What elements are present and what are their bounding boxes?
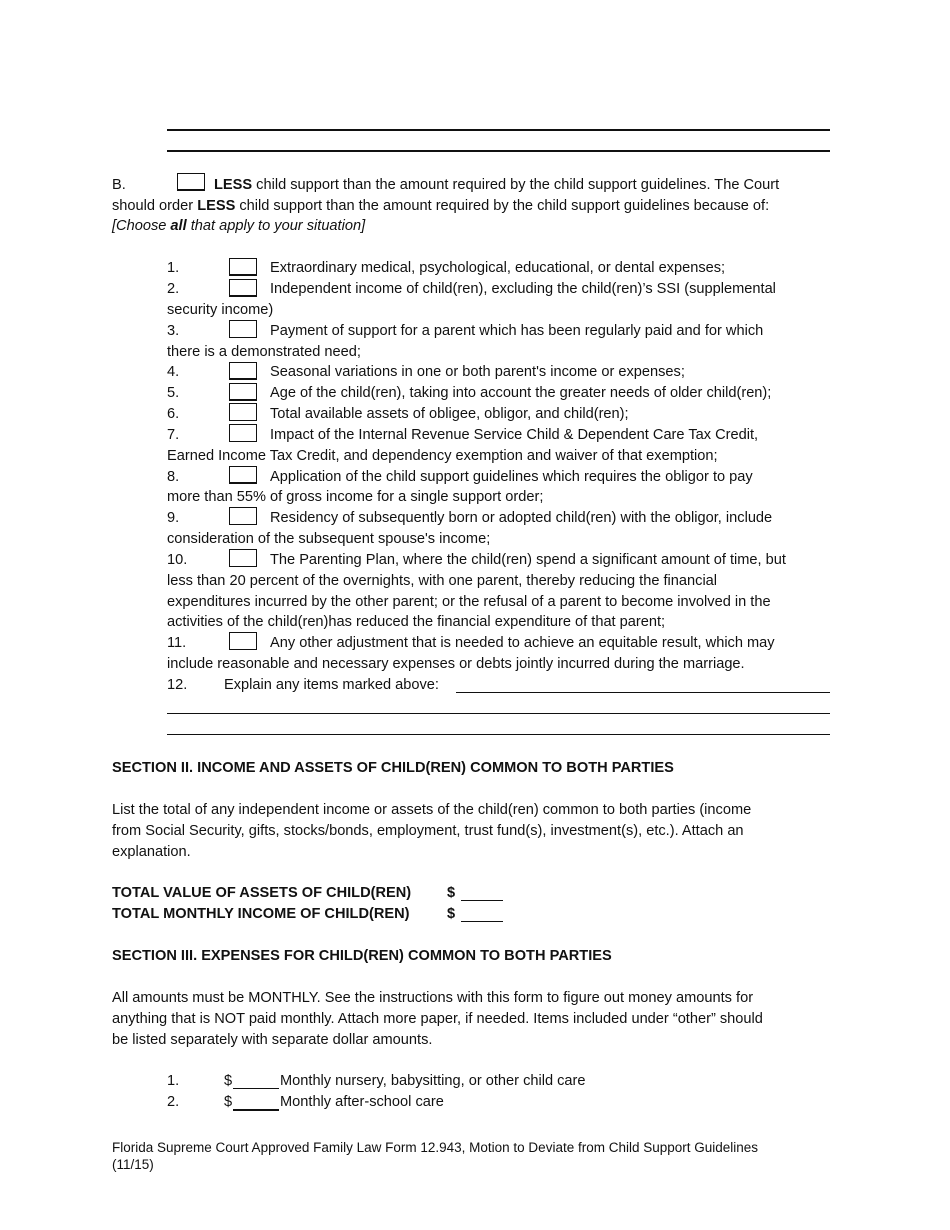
- item-checkbox[interactable]: [229, 383, 257, 401]
- item-text: Residency of subsequently born or adopted child(ren) with the obligor, include: [270, 510, 773, 526]
- item-checkbox[interactable]: [229, 507, 257, 525]
- explain-label: Explain any items marked above:: [224, 677, 439, 693]
- item-text-cont: there is a demonstrated need;: [167, 344, 361, 360]
- assets-label: TOTAL VALUE OF ASSETS OF CHILD(REN): [112, 885, 412, 901]
- item-text: Age of the child(ren), taking into account the greater needs of older child(ren);: [270, 385, 772, 401]
- item-number: 5.: [167, 385, 180, 401]
- item-text: Independent income of child(ren), excluding the child(ren)’s SSI (supplemental: [270, 281, 776, 297]
- item-checkbox[interactable]: [229, 466, 257, 484]
- item-text-cont: activities of the child(ren)has reduced the financial expenditure of that parent;: [167, 614, 666, 630]
- section-b-title-line1: [214, 175, 779, 195]
- footer-form-title: Florida Supreme Court Approved Family Law Form 12.943, Motion to Deviate from Child Support Guidelines: [112, 1140, 759, 1155]
- expense-number: 1.: [167, 1073, 180, 1089]
- section-b-letter: B.: [112, 177, 126, 193]
- answer-line[interactable]: [167, 150, 830, 152]
- section-2-paragraph: List the total of any independent income or assets of the child(ren) common to both parties (income: [112, 802, 752, 818]
- item-text: Payment of support for a parent which has been regularly paid and for which: [270, 323, 764, 339]
- item-checkbox[interactable]: [229, 424, 257, 442]
- item-text: Total available assets of obligee, obligor, and child(ren);: [270, 406, 629, 422]
- assets-input[interactable]: [461, 900, 503, 901]
- expense-label: Monthly after-school care: [280, 1094, 444, 1110]
- less-emphasis: LESS: [214, 177, 253, 193]
- currency-symbol: $: [447, 906, 456, 922]
- item-checkbox[interactable]: [229, 258, 257, 276]
- section-2-heading: SECTION II. INCOME AND ASSETS OF CHILD(REN) COMMON TO BOTH PARTIES: [112, 760, 674, 776]
- section-b-checkbox[interactable]: [177, 173, 205, 191]
- footer-form-date: (11/15): [112, 1157, 154, 1172]
- choose-instruction: [112, 216, 365, 236]
- explain-line[interactable]: [167, 734, 830, 735]
- item-text: Impact of the Internal Revenue Service Child & Dependent Care Tax Credit,: [270, 427, 759, 443]
- item-number: 11.: [167, 635, 187, 651]
- item-number: 12.: [167, 677, 188, 693]
- item-number: 8.: [167, 469, 180, 485]
- less-emphasis: LESS: [197, 198, 236, 214]
- expense-amount-input[interactable]: [233, 1109, 279, 1111]
- expense-amount-input[interactable]: [233, 1088, 279, 1089]
- section-2-paragraph: explanation.: [112, 844, 191, 860]
- answer-line[interactable]: [167, 129, 830, 131]
- item-number: 7.: [167, 427, 180, 443]
- item-text: Any other adjustment that is needed to achieve an equitable result, which may: [270, 635, 775, 651]
- item-text-cont: security income): [167, 302, 274, 318]
- explain-line[interactable]: [167, 713, 830, 714]
- item-number: 4.: [167, 364, 180, 380]
- item-text-cont: consideration of the subsequent spouse's income;: [167, 531, 491, 547]
- item-text: Application of the child support guidelines which requires the obligor to pay: [270, 469, 753, 485]
- item-text: Seasonal variations in one or both parent's income or expenses;: [270, 364, 685, 380]
- item-text-cont: less than 20 percent of the overnights, with one parent, thereby reducing the financial: [167, 573, 718, 589]
- explain-line[interactable]: [456, 692, 830, 693]
- item-number: 10.: [167, 552, 188, 568]
- item-text: The Parenting Plan, where the child(ren) spend a significant amount of time, but: [270, 552, 786, 568]
- income-label: TOTAL MONTHLY INCOME OF CHILD(REN): [112, 906, 410, 922]
- section-b-text: child support than the amount required by the child support guidelines because of:: [235, 198, 770, 214]
- section-b-text: child support than the amount required by the child support guidelines. The Court: [252, 177, 780, 193]
- choose-all: all: [170, 218, 187, 234]
- item-number: 1.: [167, 260, 180, 276]
- item-text-cont: expenditures incurred by the other parent; or the refusal of a parent to become involved in the: [167, 594, 771, 610]
- section-3-paragraph: anything that is NOT paid monthly. Attach more paper, if needed. Items included under “other” should: [112, 1011, 763, 1027]
- section-2-paragraph: from Social Security, gifts, stocks/bonds, employment, trust fund(s), investment(s), etc.). Attach an: [112, 823, 744, 839]
- item-checkbox[interactable]: [229, 320, 257, 338]
- item-text: Extraordinary medical, psychological, educational, or dental expenses;: [270, 260, 726, 276]
- choose-text: that apply to your situation]: [186, 218, 366, 234]
- item-text-cont: more than 55% of gross income for a single support order;: [167, 489, 544, 505]
- section-3-heading: SECTION III. EXPENSES FOR CHILD(REN) COMMON TO BOTH PARTIES: [112, 948, 612, 964]
- expense-number: 2.: [167, 1094, 180, 1110]
- section-b-text: should order: [112, 198, 198, 214]
- item-checkbox[interactable]: [229, 279, 257, 297]
- item-checkbox[interactable]: [229, 549, 257, 567]
- item-checkbox[interactable]: [229, 632, 257, 650]
- item-text-cont: include reasonable and necessary expenses or debts jointly incurred during the marriage.: [167, 656, 745, 672]
- currency-symbol: $: [447, 885, 456, 901]
- choose-text: [Choose: [112, 218, 171, 234]
- section-3-paragraph: be listed separately with separate dollar amounts.: [112, 1032, 433, 1048]
- item-number: 3.: [167, 323, 180, 339]
- currency-symbol: $: [224, 1073, 233, 1089]
- section-b-title-line2: [112, 196, 769, 216]
- section-3-paragraph: All amounts must be MONTHLY. See the instructions with this form to figure out money amounts for: [112, 990, 754, 1006]
- income-input[interactable]: [461, 921, 503, 922]
- item-text-cont: Earned Income Tax Credit, and dependency exemption and waiver of that exemption;: [167, 448, 718, 464]
- expense-label: Monthly nursery, babysitting, or other child care: [280, 1073, 586, 1089]
- item-checkbox[interactable]: [229, 403, 257, 421]
- item-number: 2.: [167, 281, 180, 297]
- item-checkbox[interactable]: [229, 362, 257, 380]
- item-number: 9.: [167, 510, 180, 526]
- currency-symbol: $: [224, 1094, 233, 1110]
- item-number: 6.: [167, 406, 180, 422]
